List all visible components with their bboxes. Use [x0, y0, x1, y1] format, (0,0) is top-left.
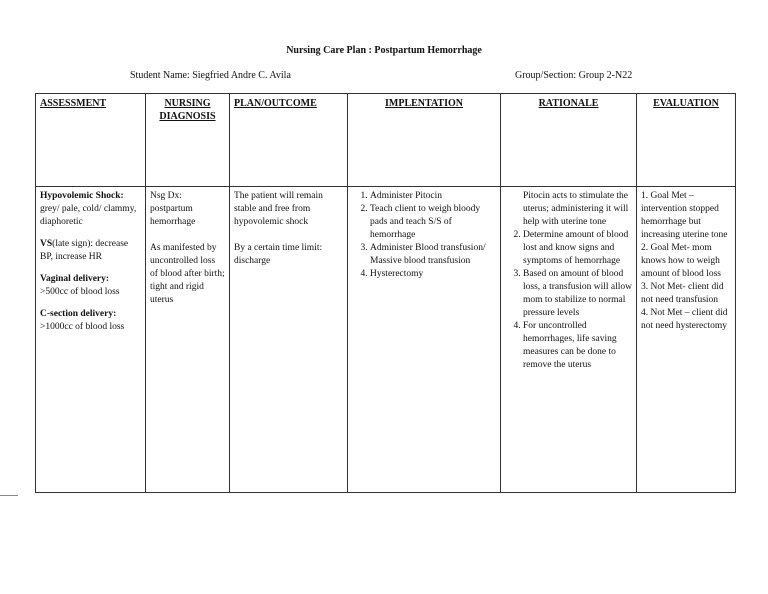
vaginal-title: Vaginal delivery: [40, 274, 110, 284]
implementation-cell [348, 187, 501, 493]
implementation-item: 1. Administer Pitocin [370, 190, 496, 203]
content-row [36, 187, 736, 493]
implementation-list [352, 190, 496, 281]
diagnosis-manifest: As manifested by uncontrolled loss of blood after birth; tight and rigid uterus [150, 243, 225, 305]
rationale-cell [501, 187, 637, 493]
page-margin-mark [0, 495, 18, 496]
header-rationale: RATIONALE [501, 94, 637, 187]
care-plan-table [35, 93, 736, 493]
csection-text: >1000cc of blood loss [40, 322, 125, 332]
group-section: Group/Section: Group 2-N22 [515, 70, 633, 81]
document-title: Nursing Care Plan : Postpartum Hemorrhage [286, 45, 482, 56]
rationale-item: 2. Determine amount of blood lost and know signs and symptoms of hemorrhage [523, 229, 632, 268]
header-evaluation: EVALUATION [637, 94, 736, 187]
evaluation-item: 1. Goal Met – intervention stopped hemorrhage but increasing uterine tone [641, 191, 728, 240]
evaluation-cell [637, 187, 736, 493]
implementation-item: 3. Administer Blood transfusion/ Massive blood transfusion [370, 242, 496, 268]
rationale-item: 3. Based on amount of blood loss, a transfusion will allow mom to stabilize to normal pressure levels [523, 268, 632, 320]
header-nursing-line2: DIAGNOSIS [159, 111, 216, 122]
hypovolemic-title: Hypovolemic Shock: [40, 191, 124, 201]
diagnosis-dx: Nsg Dx: postpartum hemorrhage [150, 191, 196, 227]
assessment-cell [36, 187, 146, 493]
vs-block [40, 238, 141, 264]
header-assessment: ASSESSMENT [36, 94, 146, 187]
evaluation-item: 3. Not Met- client did not need transfusion [641, 282, 724, 305]
vs-label: VS [40, 239, 53, 249]
header-implementation: IMPLENTATION [348, 94, 501, 187]
vaginal-text: >500cc of blood loss [40, 287, 120, 297]
vs-text: (late sign): decrease BP, increase HR [40, 239, 129, 262]
hypovolemic-text: grey/ pale, cold/ clammy, diaphoretic [40, 204, 137, 227]
evaluation-item: 4. Not Met – client did not need hysterectomy [641, 308, 728, 331]
plan-outcome-text: The patient will remain stable and free from hypovolemic shock [234, 191, 323, 227]
csection-title: C-section delivery: [40, 309, 117, 319]
plan-time-limit: By a certain time limit: discharge [234, 243, 323, 266]
rationale-first: Pitocin acts to stimulate the uterus; administering it will help with uterine tone [523, 191, 629, 227]
header-nursing-line1: NURSING [164, 98, 211, 109]
implementation-item: 2. Teach client to weigh bloody pads and teach S/S of hemorrhage [370, 203, 496, 242]
header-row [36, 94, 736, 187]
student-name: Student Name: Siegfried Andre C. Avila [130, 70, 291, 81]
implementation-item: 4. Hysterectomy [370, 268, 496, 281]
plan-cell [230, 187, 348, 493]
rationale-item: 4. For uncontrolled hemorrhages, life saving measures can be done to remove the uterus [523, 320, 632, 372]
rationale-list [505, 229, 632, 372]
diagnosis-cell [146, 187, 230, 493]
header-nursing-diagnosis [146, 94, 230, 187]
hypovolemic-block [40, 190, 141, 229]
header-plan-outcome: PLAN/OUTCOME [230, 94, 348, 187]
evaluation-item: 2. Goal Met- mom knows how to weigh amount of blood loss [641, 243, 721, 279]
